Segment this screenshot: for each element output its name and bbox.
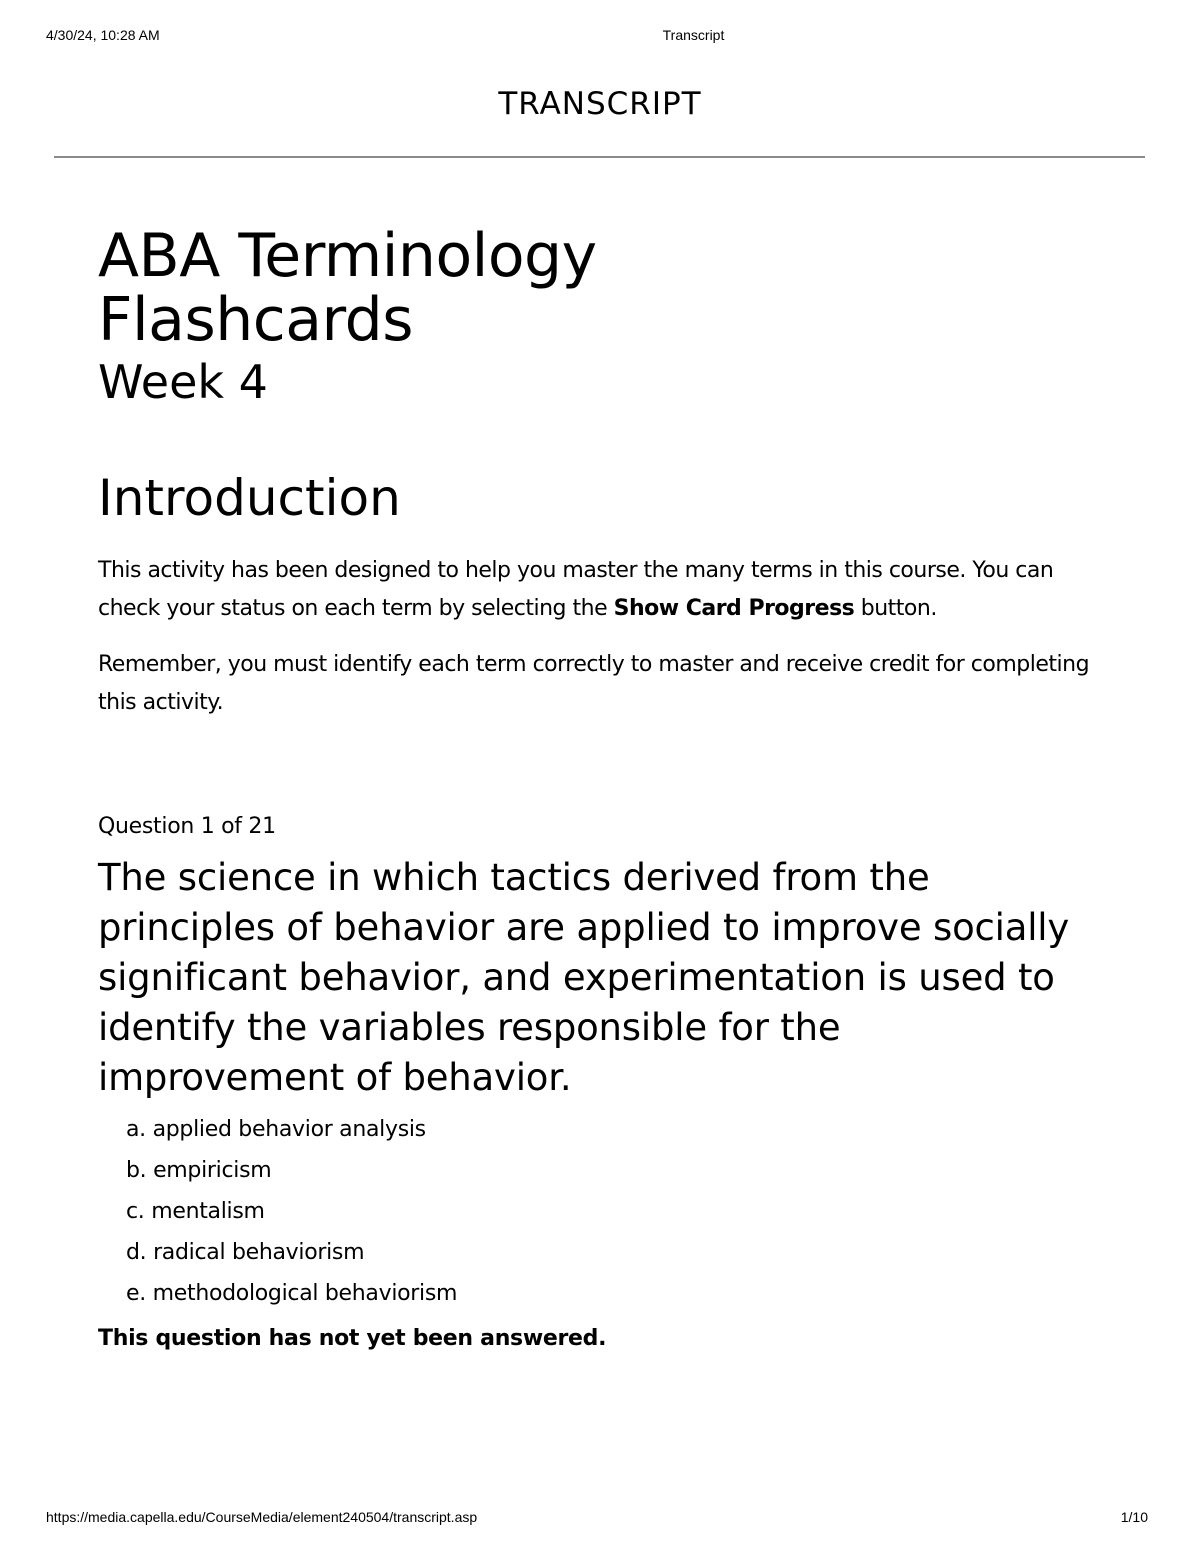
page-url: https://media.capella.edu/CourseMedia/element240504/transcript.asp bbox=[46, 1509, 478, 1525]
page-title bbox=[98, 221, 1098, 355]
answer-option bbox=[126, 1273, 1098, 1314]
question-counter: Question 1 of 21 bbox=[98, 814, 276, 839]
title-line-1: ABA Terminology bbox=[98, 221, 597, 291]
answer-text: methodological behaviorism bbox=[152, 1281, 458, 1306]
section-heading-introduction: Introduction bbox=[98, 469, 401, 527]
answer-option bbox=[126, 1232, 1098, 1273]
print-header bbox=[0, 27, 1200, 47]
answer-text: applied behavior analysis bbox=[152, 1117, 426, 1142]
transcript-heading: TRANSCRIPT bbox=[498, 86, 702, 122]
title-line-2: Flashcards bbox=[98, 285, 413, 355]
intro-text-part-2: button. bbox=[854, 596, 937, 621]
answer-text: radical behaviorism bbox=[153, 1240, 365, 1265]
intro-paragraph-2: Remember, you must identify each term correctly to master and receive credit for completing this activity. bbox=[98, 652, 1090, 715]
answer-letter: d. bbox=[126, 1240, 147, 1265]
answer-status: This question has not yet been answered. bbox=[98, 1326, 607, 1351]
divider bbox=[54, 156, 1145, 158]
main-content bbox=[98, 221, 1098, 1351]
question-text: The science in which tactics derived from the principles of behavior are applied to improve socially significant behavior, and experimentation is used to identify the variables responsible for the improvement of behavior. bbox=[98, 856, 1070, 1099]
print-datetime: 4/30/24, 10:28 AM bbox=[46, 27, 160, 43]
answer-text: mentalism bbox=[151, 1199, 265, 1224]
answer-letter: e. bbox=[126, 1281, 146, 1306]
print-page-title: Transcript bbox=[662, 27, 725, 43]
intro-text-part-1: This activity has been designed to help you master the many terms in this course. You can check your status on each term by selecting the bbox=[98, 558, 1054, 621]
answer-letter: a. bbox=[126, 1117, 146, 1142]
answer-text: empiricism bbox=[153, 1158, 272, 1183]
print-footer bbox=[0, 1509, 1200, 1529]
page-subtitle: Week 4 bbox=[98, 355, 268, 409]
answer-option bbox=[126, 1191, 1098, 1232]
answer-option bbox=[126, 1109, 1098, 1150]
show-card-progress-label: Show Card Progress bbox=[613, 596, 855, 621]
answer-letter: b. bbox=[126, 1158, 147, 1183]
intro-paragraph-1 bbox=[98, 552, 1098, 628]
answer-list bbox=[98, 1109, 1098, 1314]
answer-option bbox=[126, 1150, 1098, 1191]
page-number: 1/10 bbox=[1120, 1509, 1148, 1525]
answer-letter: c. bbox=[126, 1199, 145, 1224]
